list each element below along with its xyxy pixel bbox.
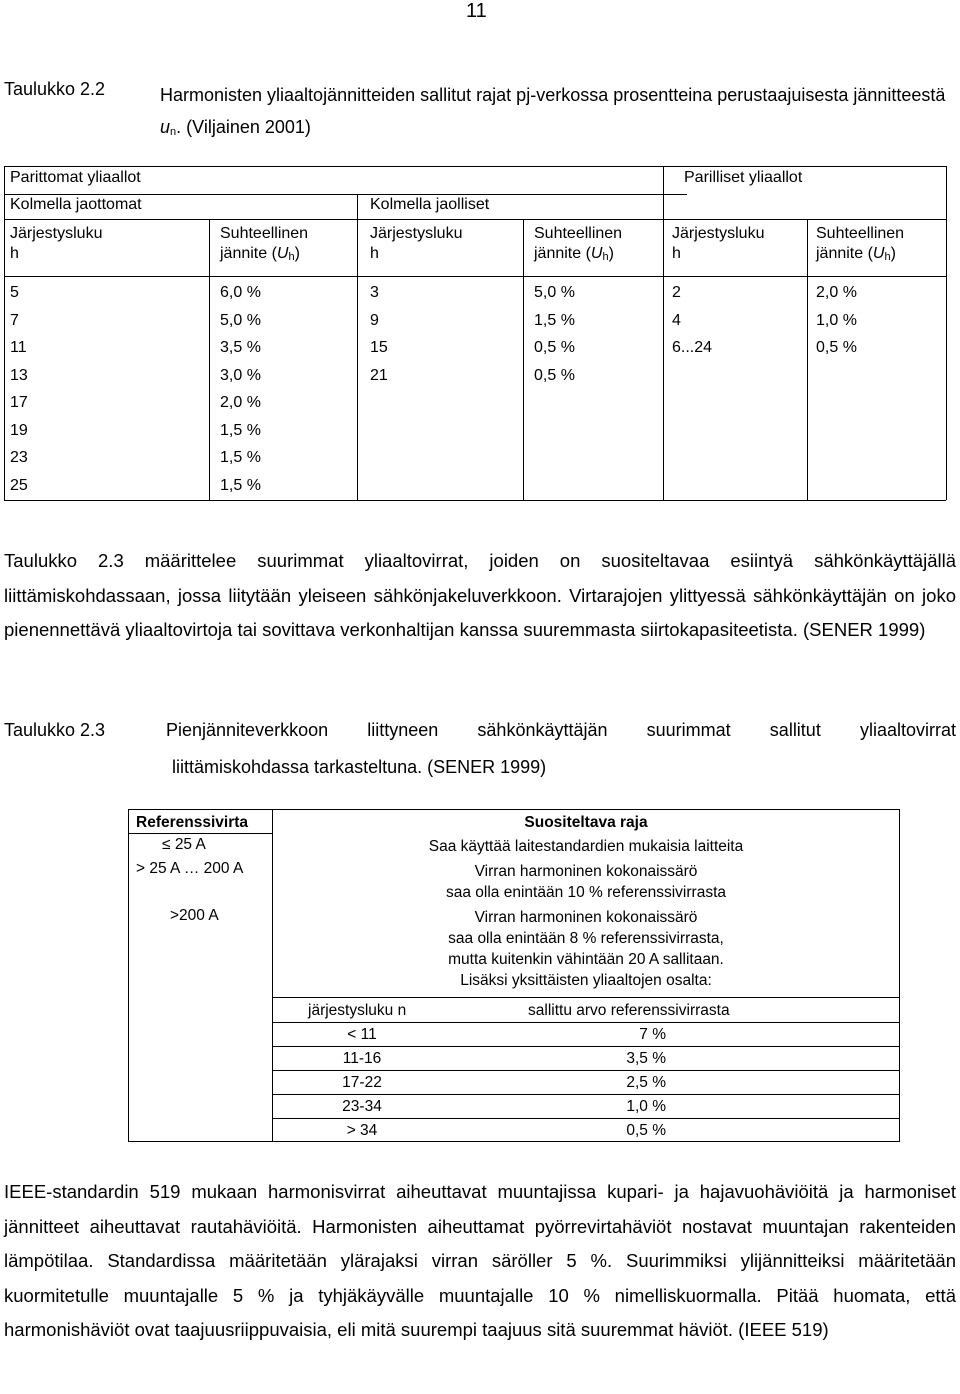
col-relative-header: Suhteellinen jännite $(U_h)$ (220, 225, 309, 263)
group-odd-not3-header: Kolmella jaottomat (10, 196, 142, 213)
relative-voltage-cell: 0,5 % (816, 339, 857, 356)
table-rule (272, 1022, 900, 1023)
ref-current-header: Referenssivirta (136, 814, 249, 831)
table-border (128, 809, 129, 1141)
sub-value-cell: 3,5 % (626, 1050, 666, 1067)
relative-voltage-cell: 1,5 % (534, 311, 575, 329)
relative-voltage-cell: 1,5 % (220, 476, 261, 494)
table1-caption-text: Harmonisten yliaaltojännitteiden sallitut rajat pj-verkossa prosentteina perustaajuisesta jännitteestä $u_n$. (Viljainen 2001) (160, 85, 946, 138)
sub-order-cell: 11-16 (342, 1050, 382, 1067)
harmonic-order-cell: 3 (370, 284, 379, 301)
limit-cell: Virran harmoninen kokonaissärö saa olla enintään 8 % referenssivirrasta, mutta kuitenkin vähintään 20 A sallitaan. Lisäksi yksittäisten yliaaltojen osalta: (448, 909, 724, 989)
col-order-header: Järjestysluku h (672, 225, 765, 262)
relative-voltage-cell: 6,0 % (220, 284, 261, 301)
harmonic-order-cell: 17 (10, 394, 28, 411)
table-border (899, 809, 900, 1141)
table-rule (128, 833, 273, 834)
sub-order-header: järjestysluku n (308, 1002, 407, 1019)
ref-current-cell: > 25 A … 200 A (136, 860, 244, 877)
group-odd-header: Parittomat yliaallot (10, 169, 141, 186)
table-rule (128, 1141, 900, 1142)
harmonic-order-cell: 4 (672, 311, 681, 329)
harmonic-order-cell: 9 (370, 311, 379, 329)
harmonic-order-cell: 25 (10, 476, 28, 494)
relative-voltage-cell: 1,5 % (220, 449, 261, 466)
table-rule (272, 1046, 900, 1047)
table2-caption-label: Taulukko 2.3 (4, 720, 106, 740)
table-rule (272, 1070, 900, 1071)
harmonic-order-cell: 19 (10, 421, 28, 439)
sub-value-cell: 7 % (639, 1026, 666, 1043)
sub-value-cell: 2,5 % (626, 1074, 666, 1091)
ref-current-cell: >200 A (170, 907, 219, 924)
relative-voltage-cell: 2,0 % (816, 284, 857, 301)
relative-voltage-cell: 5,0 % (534, 284, 575, 301)
harmonic-order-cell: 11 (10, 339, 27, 356)
table2-caption-line1: Pienjänniteverkkoon liittyneen sähkönkäyttäjän suurimmat sallitut yliaaltovirrat (166, 720, 956, 740)
col-relative-header: Suhteellinen jännite $(U_h)$ (816, 225, 905, 263)
table2-caption-line2: liittämiskohdassa tarkasteltuna. (SENER 1999) (172, 757, 547, 777)
limit-header: Suositeltava raja (524, 814, 648, 831)
table-rule (272, 997, 900, 998)
limit-cell: Saa käyttää laitestandardien mukaisia laitteita (428, 838, 744, 855)
sub-value-header: sallittu arvo referenssivirrasta (528, 1002, 730, 1019)
paragraph-2: IEEE-standardin 519 mukaan harmonisvirrat aiheuttavat muuntajissa kupari- ja hajavuohäviöitä ja harmoniset jännitteet aiheuttavat rautahäviöitä. Harmonisten aiheuttamat pyörrevirtahäviöt nostavat muuntajan rakenteiden lämpötilaa. Standardissa määritetään ylärajaksi virran säröller 5 %. Suurimmiksi ylijännitteiksi määritetään kuormitetulle muuntajalle 5 % ja tyhjäkäyvälle muuntajalle 10 % nimelliskuormalla. Pitää huomata, että harmonishäviöt ovat taajuusriippuvaisia, eli mitä suurempi taajuus sitä suuremmat häviöt. (IEEE 519) (4, 1181, 956, 1340)
sub-value-cell: 0,5 % (626, 1122, 666, 1139)
sub-order-cell: < 11 (347, 1026, 377, 1043)
page-number: 11 (466, 0, 487, 22)
group-even-header: Parilliset yliaallot (684, 169, 803, 186)
col-relative-header: Suhteellinen jännite $(U_h)$ (534, 225, 623, 263)
limit-cell: Virran harmoninen kokonaissärö saa olla enintään 10 % referenssivirrasta (445, 863, 726, 901)
sub-order-cell: 23-34 (342, 1098, 382, 1115)
harmonic-order-cell: 21 (370, 366, 388, 384)
table-rule (128, 809, 900, 810)
col-order-header: Järjestysluku h (10, 225, 103, 262)
relative-voltage-cell: 3,5 % (220, 339, 261, 356)
relative-voltage-cell: 1,5 % (220, 421, 261, 439)
table-rule (272, 1118, 900, 1119)
relative-voltage-cell: 0,5 % (534, 339, 575, 356)
harmonic-order-cell: 6...24 (672, 339, 713, 356)
relative-voltage-cell: 1,0 % (816, 311, 857, 329)
col-order-header: Järjestysluku h (370, 225, 463, 262)
harmonic-order-cell: 23 (10, 449, 28, 466)
group-odd-3-header: Kolmella jaolliset (370, 196, 490, 213)
sub-order-cell: > 34 (346, 1122, 378, 1139)
relative-voltage-cell: 0,5 % (534, 366, 575, 384)
paragraph-1: Taulukko 2.3 määrittelee suurimmat yliaaltovirrat, joiden on suositeltavaa esiintyä sähkönkäyttäjällä liittämiskohdassaan, jossa liitytään yleiseen sähkönjakeluverkkoon. Virtarajojen ylittyessä sähkönkäyttäjän on joko pienennettävä yliaaltovirtoja tai sovittava verkonhaltijan kanssa suuremmasta siirtokapasiteetista. (SENER 1999) (4, 550, 956, 640)
harmonic-order-cell: 15 (370, 339, 388, 356)
harmonic-order-cell: 7 (10, 311, 19, 329)
relative-voltage-cell: 3,0 % (220, 366, 261, 384)
sub-value-cell: 1,0 % (626, 1098, 666, 1115)
relative-voltage-cell: 5,0 % (220, 311, 261, 329)
harmonic-order-cell: 13 (10, 366, 28, 384)
harmonic-order-cell: 2 (672, 284, 681, 301)
harmonic-order-cell: 5 (10, 284, 19, 301)
table-rule (272, 1094, 900, 1095)
relative-voltage-cell: 2,0 % (220, 394, 261, 411)
table1-caption-label: Taulukko 2.2 (4, 79, 106, 99)
ref-current-cell: ≤ 25 A (162, 836, 206, 853)
sub-order-cell: 17-22 (342, 1074, 382, 1091)
